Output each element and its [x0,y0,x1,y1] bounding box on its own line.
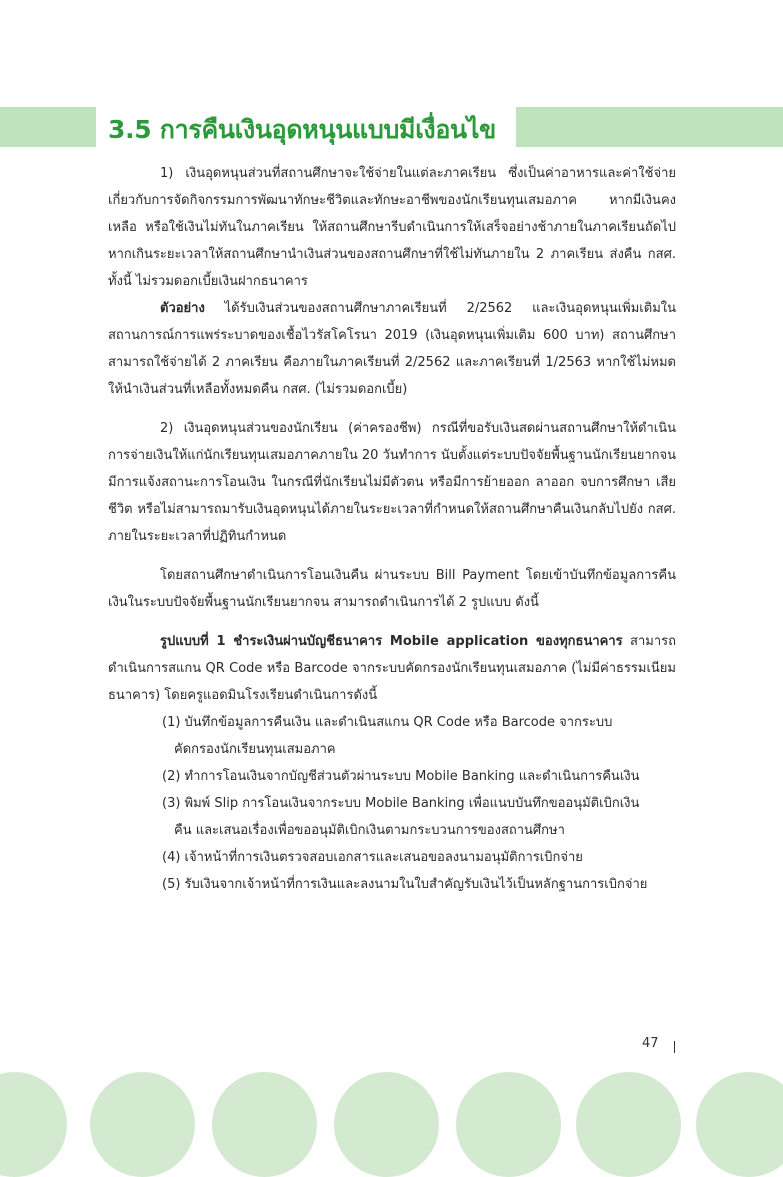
decorative-circle [334,1072,439,1177]
decorative-circle [696,1072,783,1177]
list-item [162,844,676,871]
step-4-line-1: (4) เจ้าหน้าที่การเงินตรวจสอบเอกสารและเสนอขอลงนามอนุมัติการเบิกจ่าย [162,850,583,865]
format-text: สามารถดำเนินการสแกน QR Code หรือ Barcode จากระบบคัดกรองนักเรียนทุนเสมอภาค (ไม่มีค่าธรรมเนียมธนาคาร) โดยครูแอดมินโรงเรียนดำเนินการดังนี้ [108,634,676,703]
decorative-circle [456,1072,561,1177]
step-2-line-1: (2) ทำการโอนเงินจากบัญชีส่วนตัวผ่านระบบ Mobile Banking และดำเนินการคืนเงิน [162,769,640,784]
decorative-circle [576,1072,681,1177]
format-heading: รูปแบบที่ 1 ชำระเงินผ่านบัญชีธนาคาร Mobile application ของทุกธนาคาร [160,634,623,649]
step-3-line-2: คืน และเสนอเรื่องเพื่อขออนุมัติเบิกเงินตามกระบวนการของสถานศึกษา [174,823,565,838]
list-item [162,871,676,898]
header-band-left [0,107,96,147]
decorative-circle [90,1072,195,1177]
example-text: ได้รับเงินส่วนของสถานศึกษาภาคเรียนที่ 2/2562 และเงินอุดหนุนเพิ่มเติมในสถานการณ์การแพร่ระบาดของเชื้อไวรัสโคโรนา 2019 (เงินอุดหนุนเพิ่มเติม 600 บาท) สถานศึกษาสามารถใช้จ่ายได้ 2 ภาคเรียน คือภายในภาคเรียนที่ 2/2562 และภาคเรียนที่ 1/2563 หากใช้ไม่หมดให้นำเงินส่วนที่เหลือทั้งหมดคืน กสศ. (ไม่รวมดอกเบี้ย) [108,301,676,397]
main-content [108,160,676,898]
page-number: 47 [642,1036,659,1051]
step-5-line-1: (5) รับเงินจากเจ้าหน้าที่การเงินและลงนามในใบสำคัญรับเงินไว้เป็นหลักฐานการเบิกจ่าย [162,877,648,892]
section-title: 3.5 การคืนเงินอุดหนุนแบบมีเงื่อนไข [108,115,496,144]
list-item [162,763,676,790]
format-paragraph [108,628,676,709]
header-band-right [516,107,783,147]
example-label: ตัวอย่าง [160,301,205,316]
list-item [162,709,676,763]
decorative-circle [0,1072,67,1177]
list-item [162,790,676,844]
step-1-line-1: (1) บันทึกข้อมูลการคืนเงิน และดำเนินสแกน QR Code หรือ Barcode จากระบบ [162,715,613,730]
paragraph-2: 2) เงินอุดหนุนส่วนของนักเรียน (ค่าครองชีพ) กรณีที่ขอรับเงินสดผ่านสถานศึกษาให้ดำเนินการจ่ายเงินให้แก่นักเรียนทุนเสมอภาคภายใน 20 วันทำการ นับตั้งแต่ระบบปัจจัยพื้นฐานนักเรียนยากจน มีการแจ้งสถานะการโอนเงิน ในกรณีที่นักเรียนไม่มีตัวตน หรือมีการย้ายออก ลาออก จบการศึกษา เสียชีวิต หรือไม่สามารถมารับเงินอุดหนุนได้ภายในระยะเวลาที่กำหนดให้สถานศึกษาคืนเงินกลับไปยัง กสศ. ภายในระยะเวลาที่ปฏิทินกำหนด [108,421,676,544]
paragraph-3: โดยสถานศึกษาดำเนินการโอนเงินคืน ผ่านระบบ Bill Payment โดยเข้าบันทึกข้อมูลการคืนเงินในระบบปัจจัยพื้นฐานนักเรียนยากจน สามารถดำเนินการได้ 2 รูปแบบ ดังนี้ [108,568,676,610]
paragraph-1: 1) เงินอุดหนุนส่วนที่สถานศึกษาจะใช้จ่ายในแต่ละภาคเรียน ซึ่งเป็นค่าอาหารและค่าใช้จ่ายเกี่ยวกับการจัดกิจกรรมการพัฒนาทักษะชีวิตและทักษะอาชีพของนักเรียนทุนเสมอภาค หากมีเงินคงเหลือ หรือใช้เงินไม่ทันในภาคเรียน ให้สถานศึกษารีบดำเนินการให้เสร็จอย่างช้าภายในภาคเรียนถัดไป หากเกินระยะเวลาให้สถานศึกษานำเงินส่วนของสถานศึกษาที่ใช้ไม่ทันภายใน 2 ภาคเรียน ส่งคืน กสศ. ทั้งนี้ ไม่รวมดอกเบี้ยเงินฝากธนาคาร [108,166,676,289]
page-number-divider [674,1041,675,1053]
step-3-line-1: (3) พิมพ์ Slip การโอนเงินจากระบบ Mobile Banking เพื่อแนบบันทึกขออนุมัติเบิกเงิน [162,796,640,811]
steps-list [108,709,676,898]
example-paragraph [108,295,676,403]
step-1-line-2: คัดกรองนักเรียนทุนเสมอภาค [174,742,336,757]
decorative-circle [212,1072,317,1177]
